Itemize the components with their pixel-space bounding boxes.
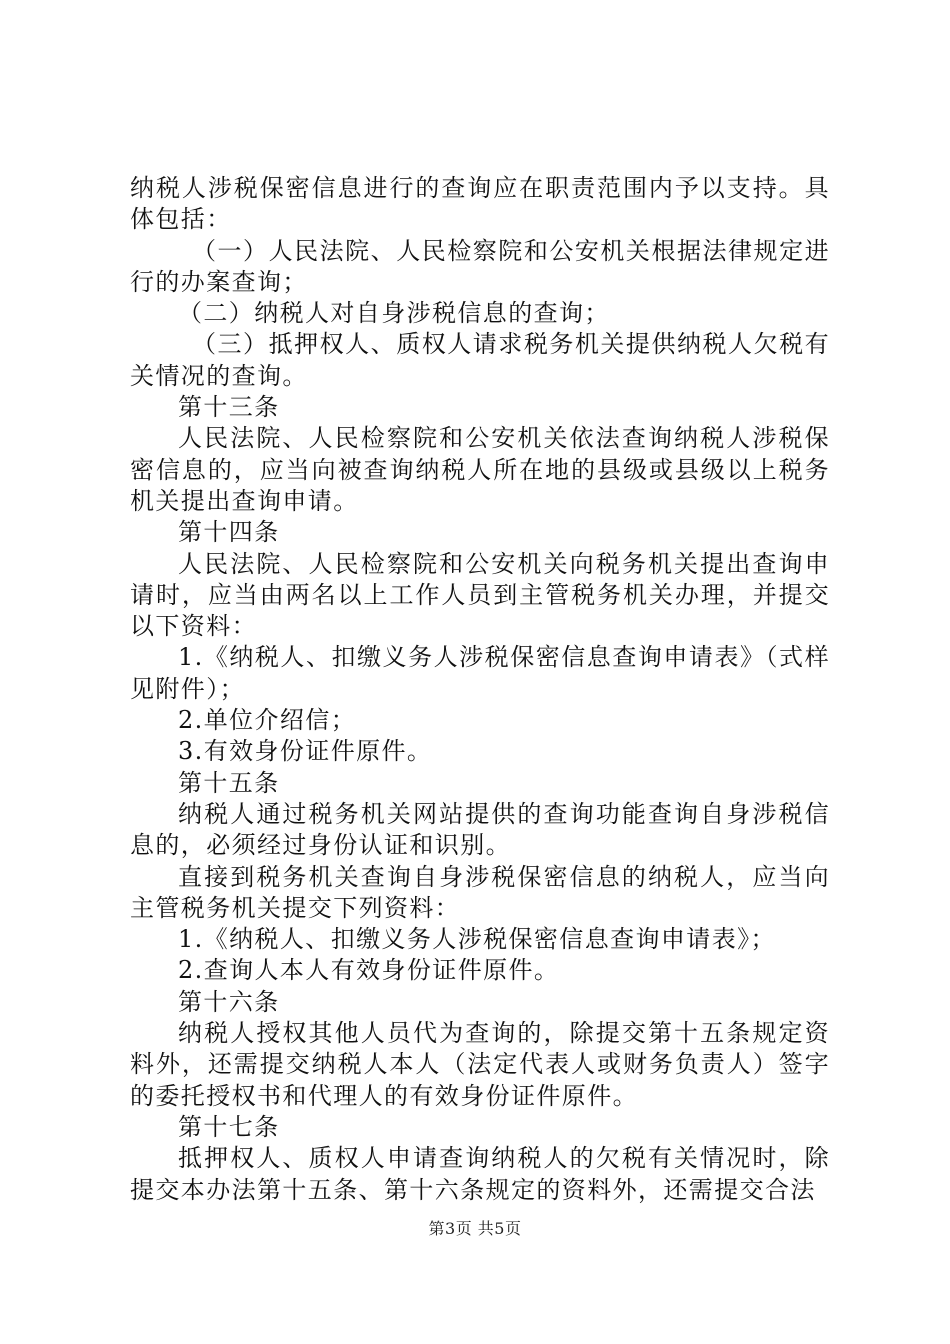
list-item: 1.《纳税人、扣缴义务人涉税保密信息查询申请表》（式样见附件）；	[130, 643, 830, 703]
paragraph: 纳税人涉税保密信息进行的查询应在职责范围内予以支持。具体包括：	[130, 174, 830, 234]
list-item: （一）人民法院、人民检察院和公安机关根据法律规定进行的办案查询；	[130, 236, 830, 296]
paragraph: 纳税人授权其他人员代为查询的，除提交第十五条规定资料外，还需提交纳税人本人（法定代表人或财务负责人）签字的委托授权书和代理人的有效身份证件原件。	[130, 1019, 830, 1110]
article-heading: 第十四条	[178, 518, 280, 547]
list-item: 3.有效身份证件原件。	[178, 737, 433, 766]
list-item: 2.单位介绍信；	[178, 706, 357, 735]
paragraph: 人民法院、人民检察院和公安机关向税务机关提出查询申请时，应当由两名以上工作人员到主管税务机关办理，并提交以下资料：	[130, 549, 830, 641]
paragraph: 直接到税务机关查询自身涉税保密信息的纳税人，应当向主管税务机关提交下列资料：	[130, 862, 830, 922]
list-item: （三）抵押权人、质权人请求税务机关提供纳税人欠税有关情况的查询。	[130, 330, 830, 390]
article-heading: 第十七条	[178, 1112, 280, 1141]
paragraph: 纳税人通过税务机关网站提供的查询功能查询自身涉税信息的，必须经过身份认证和识别。	[130, 799, 830, 860]
article-heading: 第十三条	[178, 393, 280, 422]
page-number-footer: 第3页 共5页	[428, 1219, 522, 1238]
paragraph: 人民法院、人民检察院和公安机关依法查询纳税人涉税保密信息的，应当向被查询纳税人所在地的县级或县级以上税务机关提出查询申请。	[130, 424, 830, 515]
list-item: （二）纳税人对自身涉税信息的查询；	[178, 299, 610, 328]
list-item: 2.查询人本人有效身份证件原件。	[178, 956, 560, 985]
list-item: 1.《纳税人、扣缴义务人涉税保密信息查询申请表》；	[178, 925, 776, 954]
document-body	[130, 173, 830, 1206]
article-heading: 第十六条	[178, 987, 280, 1016]
paragraph: 抵押权人、质权人申请查询纳税人的欠税有关情况时，除提交本办法第十五条、第十六条规定的资料外，还需提交合法	[130, 1144, 830, 1204]
article-heading: 第十五条	[178, 768, 280, 797]
